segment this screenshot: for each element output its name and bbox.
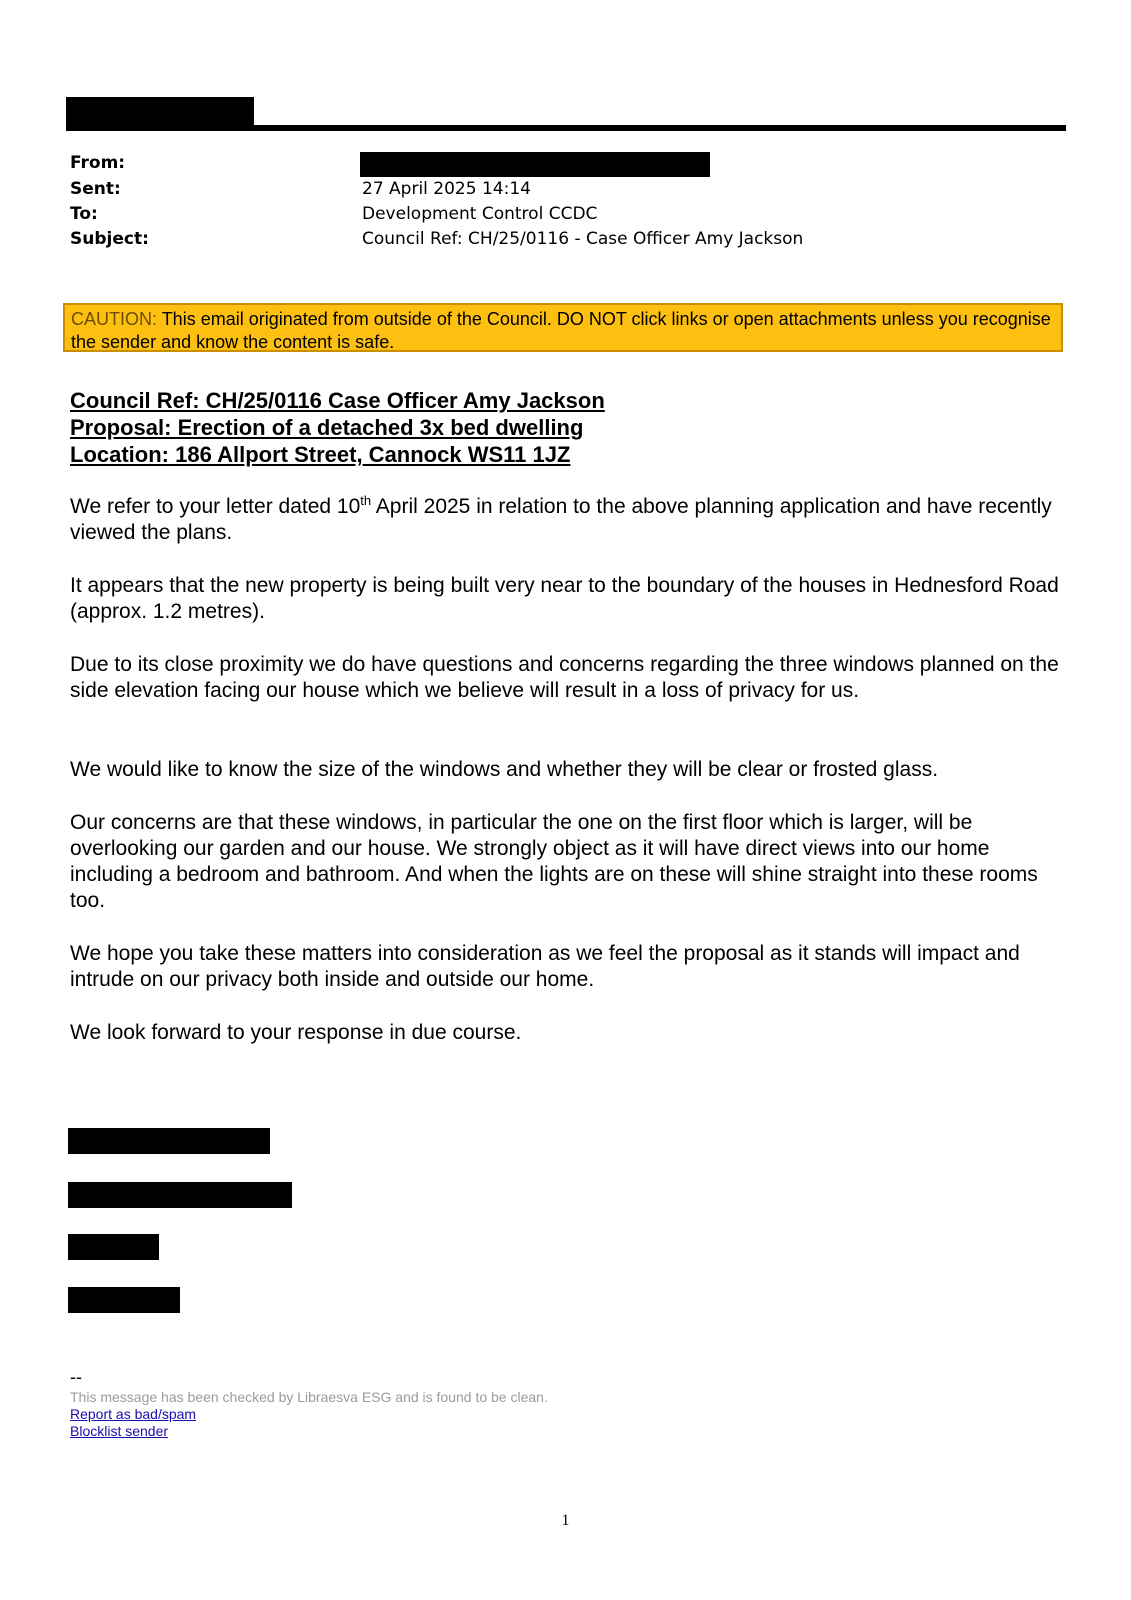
- paragraph-1: [70, 494, 1060, 546]
- header-rule: [66, 125, 1066, 131]
- redacted-from-address: [360, 152, 710, 177]
- paragraph-1-end: April 2025 in relation to the above planning application and have recently viewed the plans.: [70, 495, 1052, 544]
- from-label: From:: [70, 153, 126, 173]
- redacted-signature-line-1: [68, 1128, 270, 1154]
- sent-label: Sent:: [70, 179, 121, 199]
- location-heading: Location: 186 Allport Street, Cannock WS11 1JZ: [70, 442, 571, 467]
- paragraph-2: It appears that the new property is being built very near to the boundary of the houses in Hednesford Road (approx. 1.2 metres).: [70, 574, 1059, 623]
- scan-note: This message has been checked by Libraesva ESG and is found to be clean.: [70, 1389, 548, 1405]
- redacted-signature-line-2: [68, 1182, 292, 1208]
- paragraph-1-start: We refer to your letter dated 10: [70, 495, 361, 518]
- paragraph-7: We look forward to your response in due course.: [70, 1021, 522, 1044]
- paragraph-3: Due to its close proximity we do have questions and concerns regarding the three windows planned on the side elevation facing our house which we believe will result in a loss of privacy for us.: [70, 653, 1059, 702]
- case-officer: Case Officer Amy Jackson: [328, 388, 605, 413]
- to-value: Development Control CCDC: [362, 204, 598, 224]
- external-email-caution-banner: [63, 303, 1063, 352]
- caution-text: This email originated from outside of the Council. DO NOT click links or open attachments unless you recognise the sender and know the content is safe.: [71, 309, 1051, 352]
- subject-value: Council Ref: CH/25/0116 - Case Officer Amy Jackson: [362, 229, 804, 249]
- page-number: 1: [561, 1512, 570, 1529]
- subject-label: Subject:: [70, 229, 149, 249]
- paragraph-6: We hope you take these matters into consideration as we feel the proposal as it stands will impact and intrude on our privacy both inside and outside our home.: [70, 942, 1020, 991]
- to-label: To:: [70, 204, 98, 224]
- ordinal-suffix: th: [360, 493, 372, 508]
- caution-tag: CAUTION:: [71, 309, 158, 329]
- council-ref-heading: [70, 388, 605, 414]
- signature-separator: --: [70, 1367, 82, 1387]
- paragraph-4: We would like to know the size of the windows and whether they will be clear or frosted glass.: [70, 758, 939, 781]
- report-spam-link[interactable]: Report as bad/spam: [70, 1406, 197, 1422]
- proposal-heading: Proposal: Erection of a detached 3x bed dwelling: [70, 415, 584, 440]
- redacted-signature-line-4: [68, 1287, 180, 1313]
- sent-value: 27 April 2025 14:14: [362, 179, 531, 199]
- redacted-signature-line-3: [68, 1234, 159, 1260]
- council-ref: Council Ref: CH/25/0116: [70, 388, 322, 413]
- paragraph-5: Our concerns are that these windows, in particular the one on the first floor which is larger, will be overlooking our garden and our house. We strongly object as it will have direct views into our home including a bedroom and bathroom. And when the lights are on these will shine straight into these rooms too.: [70, 811, 1038, 912]
- blocklist-sender-link[interactable]: Blocklist sender: [70, 1423, 169, 1439]
